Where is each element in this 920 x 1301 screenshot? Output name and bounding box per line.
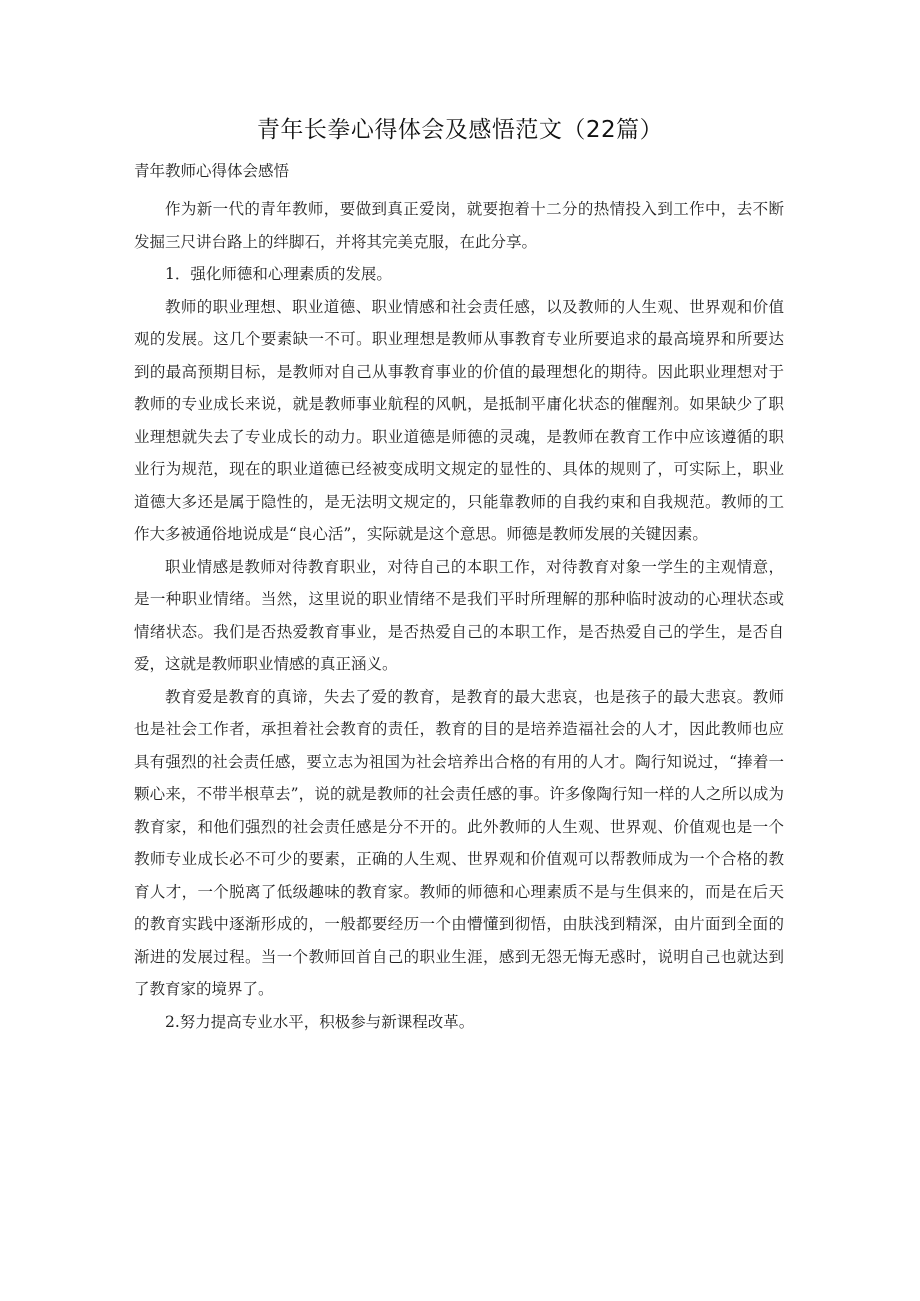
- paragraph: 教师的职业理想、职业道德、职业情感和社会责任感，以及教师的人生观、世界观和价值观的发展。这几个要素缺一不可。职业理想是教师从事教育专业所要追求的最高境界和所要达到的最高预期目标，是教师对自己从事教育事业的价值的最理想化的期待。因此职业理想对于教师的专业成长来说，就是教师事业航程的风帆，是抵制平庸化状态的催醒剂。如果缺少了职业理想就失去了专业成长的动力。职业道德是师德的灵魂，是教师在教育工作中应该遵循的职业行为规范，现在的职业道德已经被变成明文规定的显性的、具体的规则了，可实际上，职业道德大多还是属于隐性的，是无法明文规定的，只能靠教师的自我约束和自我规范。教师的工作大多被通俗地说成是“良心活”，实际就是这个意思。师德是教师发展的关键因素。: [134, 297, 784, 543]
- document-subtitle: 青年教师心得体会感悟: [134, 162, 290, 180]
- paragraph-intro: 作为新一代的青年教师，要做到真正爱岗，就要抱着十二分的热情投入到工作中，去不断发掘三尺讲台路上的绊脚石，并将其完美克服，在此分享。: [134, 200, 784, 251]
- document-body: [134, 193, 784, 1038]
- paragraph: 职业情感是教师对待教育职业，对待自己的本职工作，对待教育对象一学生的主观情意，是一种职业情绪。当然，这里说的职业情绪不是我们平时所理解的那种临时波动的心理状态或情绪状态。我们是否热爱教育事业，是否热爱自己的本职工作，是否热爱自己的学生，是否自爱，这就是教师职业情感的真正涵义。: [134, 557, 784, 673]
- section-heading-1: 1．强化师德和心理素质的发展。: [165, 265, 392, 283]
- section-heading-2: 2.努力提高专业水平，积极参与新课程改革。: [165, 1012, 475, 1031]
- paragraph: 教育爱是教育的真谛，失去了爱的教育，是教育的最大悲哀，也是孩子的最大悲哀。教师也是社会工作者，承担着社会教育的责任，教育的目的是培养造福社会的人才，因此教师也应具有强烈的社会责任感，要立志为祖国为社会培养出合格的有用的人才。陶行知说过，“捧着一颗心来，不带半根草去”，说的就是教师的社会责任感的事。许多像陶行知一样的人之所以成为教育家，和他们强烈的社会责任感是分不开的。此外教师的人生观、世界观、价值观也是一个教师专业成长必不可少的要素，正确的人生观、世界观和价值观可以帮教师成为一个合格的教育人才，一个脱离了低级趣味的教育家。教师的师德和心理素质不是与生俱来的，而是在后天的教育实践中逐渐形成的，一般都要经历一个由懵懂到彻悟，由肤浅到精深，由片面到全面的渐进的发展过程。当一个教师回首自己的职业生涯，感到无怨无悔无惑时，说明自己也就达到了教育家的境界了。: [134, 687, 784, 998]
- document-title: 青年长拳心得体会及感悟范文（22篇）: [256, 117, 664, 143]
